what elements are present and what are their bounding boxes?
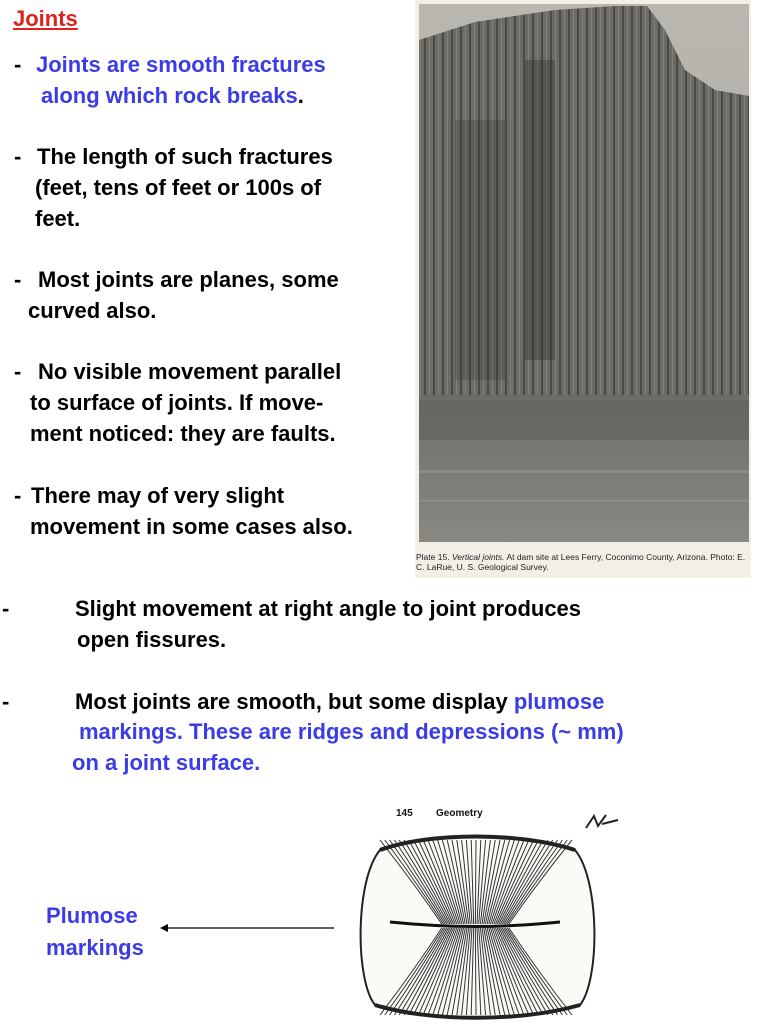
- bullet-dash: -: [2, 596, 10, 621]
- bullet-text: No visible movement parallel: [38, 359, 342, 384]
- bullet-text: (feet, tens of feet or 100s of: [35, 175, 322, 200]
- bullet-dash: -: [14, 483, 22, 508]
- bullet-text: Joints are smooth fractures: [36, 52, 326, 77]
- bullet-dash: -: [2, 689, 10, 714]
- bullet-text: Most joints are smooth, but some display plumose: [75, 689, 605, 714]
- bullet-dash: -: [14, 267, 22, 292]
- bullet-dash: -: [14, 144, 22, 169]
- bullet-text: Slight movement at right angle to joint produces: [75, 596, 582, 621]
- arrow-icon: [158, 921, 336, 940]
- bullet-text: open fissures.: [77, 627, 227, 652]
- bullet-text: The length of such fractures: [37, 144, 333, 169]
- slide-title: Joints: [13, 6, 78, 31]
- figure-page-number: 145: [396, 808, 413, 819]
- figure-label: Plumose: [46, 903, 138, 928]
- bullet-text: movement in some cases also.: [30, 514, 353, 539]
- photo-caption: Plate 15. Vertical joints. At dam site at Lees Ferry, Coconimo County, Arizona. Photo: E. C. LaRue, U. S. Geological Survey.: [416, 552, 746, 572]
- bullet-text: ment noticed: they are faults.: [30, 421, 336, 446]
- bullet-text: on a joint surface.: [72, 750, 261, 775]
- plumose-drawing: [350, 830, 600, 1029]
- figure-section: Geometry: [436, 808, 483, 819]
- bullet-text: markings. These are ridges and depressions (~ mm): [79, 719, 624, 744]
- figure-label: markings: [46, 935, 144, 960]
- plumose-ray: [475, 928, 476, 1015]
- bullet-dash: -: [14, 359, 22, 384]
- bullet-text: to surface of joints. If move-: [30, 390, 324, 415]
- bullet-text: feet.: [35, 206, 81, 231]
- bullet-text: There may of very slight: [31, 483, 285, 508]
- plumose-ray: [475, 840, 476, 924]
- bullet-dash: -: [14, 52, 22, 77]
- bullet-text: Most joints are planes, some: [38, 267, 339, 292]
- vertical-joints-photo: [415, 0, 751, 578]
- bullet-text: along which rock breaks.: [41, 83, 304, 108]
- bullet-text: curved also.: [28, 298, 157, 323]
